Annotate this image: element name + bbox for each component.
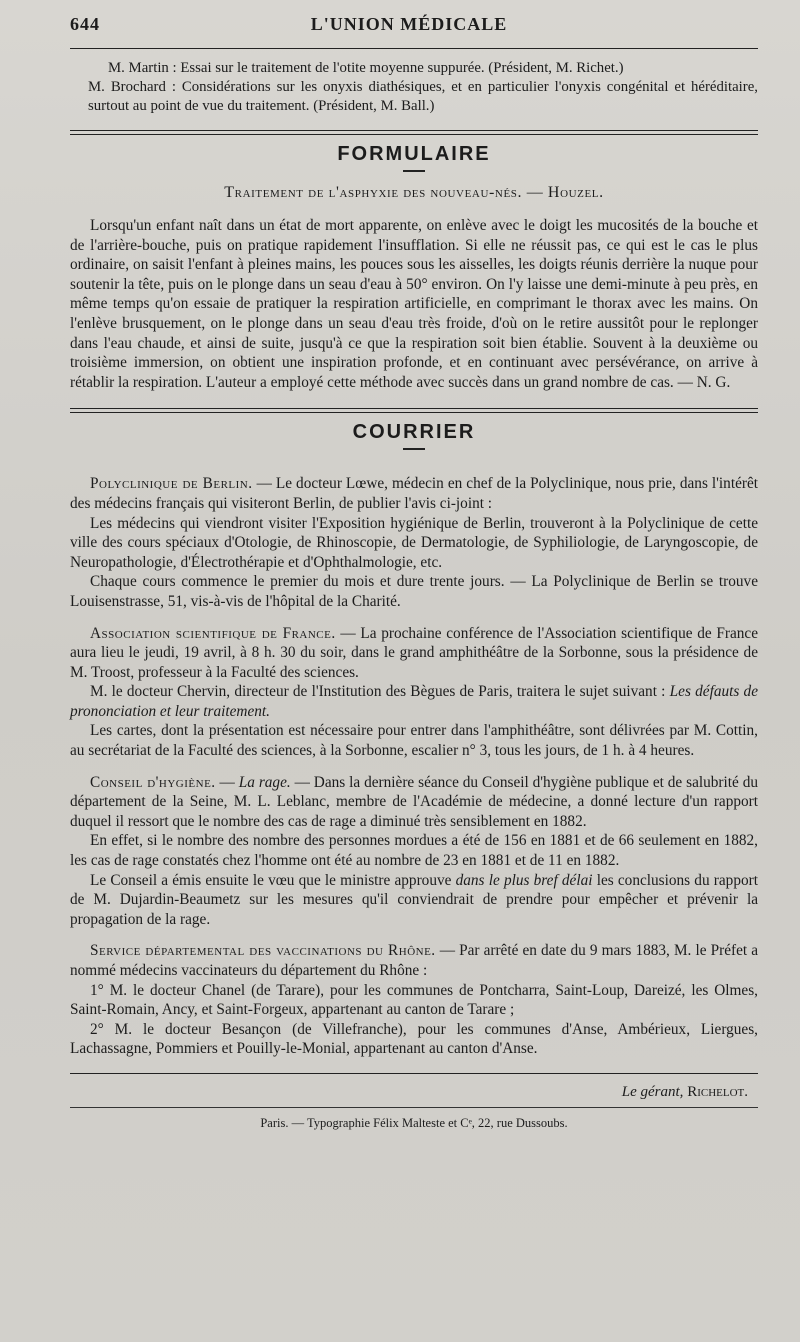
- vaccinations-p1: [70, 941, 758, 980]
- hygiene-p1: Conseil d'hygiène. — La rage. — Dans la dernière séance du Conseil d'hygiène publique et de salubrité du département de la Seine, M. L. Leblanc, membre de l'Académie de médecine, a donné lecture d'un rapport duquel il ressort que le nombre des cas de rage a diminué très sensiblement en 1882.: [70, 773, 758, 830]
- section-rule: [70, 130, 758, 135]
- gerant-name: Richelot.: [687, 1083, 748, 1100]
- item-lead: Polyclinique de Berlin.: [90, 475, 253, 493]
- association-p3: Les cartes, dont la présentation est nécessaire pour entrer dans l'amphithéâtre, sont délivrées par M. Cottin, au secrétariat de la Faculté des sciences, à la Sorbonne, escalier n° 3, tous les jours, de 1 h. à 4 heures.: [70, 722, 758, 760]
- item-text: — Par arrêté en date du 9 mars 1883, M. le Préfet a nommé médecins vaccinateurs du département du Rhône :: [70, 942, 758, 979]
- formulaire-heading: FORMULAIRE: [337, 143, 491, 165]
- association-p1: [70, 624, 758, 683]
- heading-dash: [403, 170, 425, 172]
- journal-title: L'UNION MÉDICALE: [310, 14, 508, 34]
- page-number: 644: [70, 14, 100, 34]
- gerant-label: Le gérant,: [621, 1083, 684, 1100]
- item-text: — La prochaine conférence de l'Association scientifique de France aura lieu le jeudi, 19 avril, à 8 h. 30 du soir, dans le grand amphithéâtre de la Sorbonne, sous la présidence de M. Troost, professeur à la Faculté des sciences.: [70, 624, 758, 681]
- association-item: [70, 624, 758, 761]
- polyclinique-item: [70, 474, 758, 611]
- these-martin: M. Martin : Essai sur le traitement de l'otite moyenne suppurée. (Président, M. Richet.): [108, 60, 624, 76]
- item-text: — Dans la dernière séance du Conseil d'hygiène publique et de salubrité du département de la Seine, M. L. Leblanc, membre de l'Académie de médecine, a donné lecture d'un rapport duquel il ressort que le nombre des cas de rage a diminué très sensiblement en 1882.: [70, 773, 758, 830]
- formulaire-body: Lorsqu'un enfant naît dans un état de mort apparente, on enlève avec le doigt les mucosités de la bouche et de l'arrière-bouche, puis on pratique rapidement l'insufflation. Si elle ne réussit pas, ce qui est le cas le plus ordinaire, on saisit l'enfant à pleines mains, les pouces sous les aisselles, les doigts réunis derrière la nuque pour soutenir la tête, puis on le plonge dans un seau d'eau à 50° environ. On l'y laisse une demi-minute à peu près, en même temps qu'on essaie de pratiquer la respiration artificielle, en comprimant le thorax avec les mains. On l'enlève brusquement, on le plonge dans un seau d'eau très froide, d'où on le retire aussitôt pour le replonger dans l'eau chaude, et ainsi de suite, jusqu'à ce que la respiration soit bien établie. Souvent à la deuxième ou troisième immersion, on obtient une inspiration profonde, et en continuant avec persévérance, on arrive à rétablir la respiration. L'auteur a employé cette méthode avec succès dans un grand nombre de cas. — N. G.: [70, 217, 758, 391]
- theses-list: [88, 59, 758, 116]
- item-text: les conclusions du rapport de M. Dujardin-Beaumetz sur les mesures qu'il conviendrait de prendre pour empêcher et prévenir la propagation de la rage.: [70, 871, 758, 928]
- polyclinique-p3: Chaque cours commence le premier du mois et dure trente jours. — La Polyclinique de Berlin se trouve Louisenstrasse, 51, vis-à-vis de l'hôpital de la Charité.: [70, 573, 758, 610]
- header-rule: [70, 48, 758, 49]
- vaccinations-p3: 2° M. le docteur Besançon (de Villefranche), pour les communes d'Anse, Ambérieux, Liergues, Lachassagne, Pommiers et Pouilly-le-Monial, appartenant au canton d'Anse.: [70, 1020, 758, 1058]
- hygiene-p3: [70, 871, 758, 930]
- polyclinique-p2: Les médecins qui viendront visiter l'Exposition hygiénique de Berlin, trouveront à la Polyclinique de cette ville des cours spéciaux d'Otologie, de Rhinoscopie, de Dermatologie, de Syphiliologie, de Laryngoscopie, de Neuropathologie, d'Électrothérapie et d'Ophthalmologie, etc.: [70, 514, 758, 571]
- courrier-heading: COURRIER: [352, 421, 476, 444]
- vaccinations-item: [70, 941, 758, 1059]
- item-lead: Service départemental des vaccinations du Rhône.: [90, 942, 436, 960]
- polyclinique-p1: [70, 474, 758, 513]
- running-head: [70, 14, 758, 46]
- lecture-title: Les défauts de prononciation et leur traitement.: [70, 683, 758, 720]
- vaccinations-p2: 1° M. le docteur Chanel (de Tarare), pour les communes de Pontcharra, Saint-Loup, Dareizé, les Olmes, Saint-Romain, Ancy, et Saint-Forgeux, appartenant au canton de Tarare ;: [70, 981, 758, 1019]
- section-rule: [70, 408, 758, 413]
- gerant-signature: [70, 1084, 748, 1101]
- these-brochard: M. Brochard : Considérations sur les onyxis diathésiques, et en particulier l'onyxis congénital et héréditaire, surtout au point de vue du traitement. (Président, M. Ball.): [88, 79, 758, 114]
- italic-phrase: dans le plus bref délai: [455, 871, 593, 889]
- hygiene-item: [70, 773, 758, 930]
- item-lead: Association scientifique de France.: [90, 624, 336, 642]
- item-italic-lead: La rage.: [238, 773, 291, 791]
- heading-dash: [403, 448, 425, 450]
- footer-rule: [70, 1073, 758, 1074]
- item-lead: Conseil d'hygiène.: [90, 773, 216, 791]
- imprint-rule: [70, 1107, 758, 1108]
- printer-imprint: Paris. — Typographie Félix Malteste et Cᵉ, 22, rue Dussoubs.: [260, 1115, 568, 1130]
- item-text: Le Conseil a émis ensuite le vœu que le ministre approuve: [90, 871, 456, 889]
- item-text: — Le docteur Lœwe, médecin en chef de la Polyclinique, nous prie, dans l'intérêt des médecins français qui visiteront Berlin, de publier l'avis ci-joint :: [70, 475, 758, 512]
- association-p2: [70, 682, 758, 721]
- formulaire-title: Traitement de l'asphyxie des nouveau-nés. — Houzel.: [224, 184, 604, 201]
- item-text: M. le docteur Chervin, directeur de l'Institution des Bègues de Paris, traitera le sujet suivant :: [90, 683, 670, 701]
- hygiene-p2: En effet, si le nombre des nombre des personnes mordues a été de 156 en 1881 et de 66 seulement en 1882, les cas de rage constatés chez l'homme ont été au nombre de 23 en 1881 et de 11 en 1882.: [70, 832, 758, 870]
